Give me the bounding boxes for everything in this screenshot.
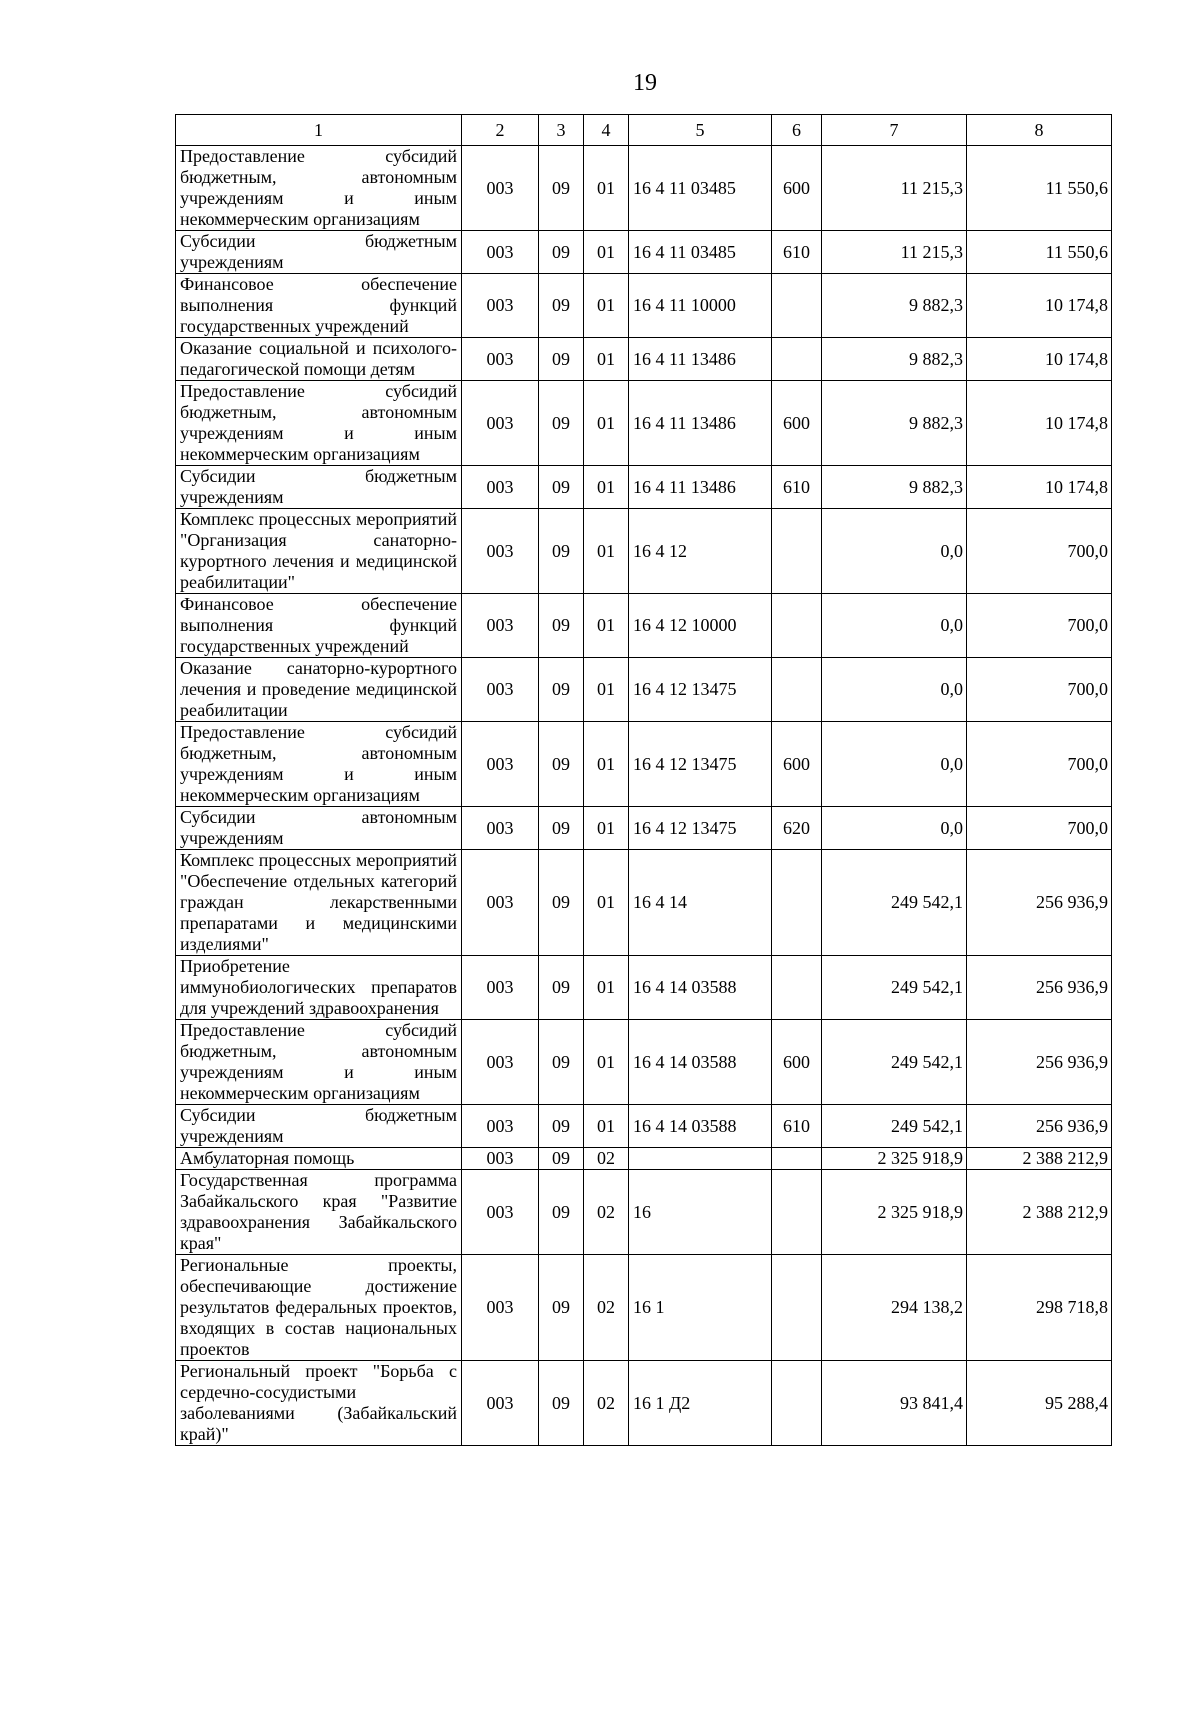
table-row — [176, 338, 1112, 381]
expense-type-cell — [772, 274, 822, 338]
ministry-code-cell: 003 — [462, 807, 539, 850]
ministry-code-cell: 003 — [462, 1255, 539, 1361]
subsection-code-cell: 02 — [584, 1148, 629, 1170]
target-article-cell — [629, 1148, 772, 1170]
expense-type-cell — [772, 1148, 822, 1170]
table-row — [176, 381, 1112, 466]
table-row — [176, 722, 1112, 807]
table-row — [176, 1020, 1112, 1105]
subsection-code-cell: 01 — [584, 338, 629, 381]
subsection-code-cell: 01 — [584, 381, 629, 466]
item-name-cell: Комплекс процессных мероприятий "Организация санаторно-курортного лечения и медицинской реабилитации" — [176, 509, 462, 594]
amount-year2-cell: 11 550,6 — [967, 231, 1112, 274]
item-name-cell: Предоставление субсидий бюджетным, автономным учреждениям и иным некоммерческим организациям — [176, 381, 462, 466]
ministry-code-cell: 003 — [462, 231, 539, 274]
amount-year1-cell: 249 542,1 — [822, 1020, 967, 1105]
subsection-code-cell: 01 — [584, 231, 629, 274]
ministry-code-cell: 003 — [462, 274, 539, 338]
subsection-code-cell: 01 — [584, 509, 629, 594]
section-code-cell: 09 — [539, 466, 584, 509]
table-row — [176, 850, 1112, 956]
subsection-code-cell: 01 — [584, 594, 629, 658]
section-code-cell: 09 — [539, 1255, 584, 1361]
amount-year2-cell: 256 936,9 — [967, 956, 1112, 1020]
ministry-code-cell: 003 — [462, 1148, 539, 1170]
expense-type-cell — [772, 338, 822, 381]
subsection-code-cell: 01 — [584, 807, 629, 850]
section-code-cell: 09 — [539, 1170, 584, 1255]
amount-year2-cell: 10 174,8 — [967, 338, 1112, 381]
section-code-cell: 09 — [539, 807, 584, 850]
item-name-cell: Оказание социальной и психолого-педагогической помощи детям — [176, 338, 462, 381]
amount-year1-cell: 93 841,4 — [822, 1361, 967, 1446]
ministry-code-cell: 003 — [462, 1170, 539, 1255]
ministry-code-cell: 003 — [462, 146, 539, 231]
section-code-cell: 09 — [539, 850, 584, 956]
amount-year2-cell: 256 936,9 — [967, 1105, 1112, 1148]
ministry-code-cell: 003 — [462, 466, 539, 509]
section-code-cell: 09 — [539, 956, 584, 1020]
amount-year1-cell: 2 325 918,9 — [822, 1148, 967, 1170]
ministry-code-cell: 003 — [462, 1105, 539, 1148]
target-article-cell: 16 4 12 13475 — [629, 807, 772, 850]
amount-year1-cell: 249 542,1 — [822, 1105, 967, 1148]
ministry-code-cell: 003 — [462, 509, 539, 594]
amount-year1-cell: 9 882,3 — [822, 338, 967, 381]
table-row — [176, 594, 1112, 658]
expense-type-cell — [772, 594, 822, 658]
subsection-code-cell: 01 — [584, 658, 629, 722]
target-article-cell: 16 4 11 03485 — [629, 146, 772, 231]
page-number: 19 — [633, 70, 657, 96]
table-row — [176, 1170, 1112, 1255]
amount-year1-cell: 0,0 — [822, 509, 967, 594]
amount-year2-cell: 10 174,8 — [967, 466, 1112, 509]
item-name-cell: Региональные проекты, обеспечивающие достижение результатов федеральных проектов, входящих в состав национальных проектов — [176, 1255, 462, 1361]
table-row — [176, 274, 1112, 338]
target-article-cell: 16 4 14 03588 — [629, 1020, 772, 1105]
amount-year1-cell: 11 215,3 — [822, 231, 967, 274]
table-row — [176, 1255, 1112, 1361]
expense-type-cell — [772, 1255, 822, 1361]
column-header: 4 — [584, 115, 629, 146]
table-row — [176, 231, 1112, 274]
column-header: 3 — [539, 115, 584, 146]
ministry-code-cell: 003 — [462, 722, 539, 807]
target-article-cell: 16 4 11 13486 — [629, 466, 772, 509]
subsection-code-cell: 01 — [584, 850, 629, 956]
table-header-row — [176, 115, 1112, 146]
item-name-cell: Предоставление субсидий бюджетным, автономным учреждениям и иным некоммерческим организациям — [176, 146, 462, 231]
target-article-cell: 16 4 12 13475 — [629, 722, 772, 807]
section-code-cell: 09 — [539, 381, 584, 466]
section-code-cell: 09 — [539, 274, 584, 338]
ministry-code-cell: 003 — [462, 1020, 539, 1105]
expense-type-cell: 620 — [772, 807, 822, 850]
expense-type-cell: 600 — [772, 722, 822, 807]
item-name-cell: Субсидии бюджетным учреждениям — [176, 466, 462, 509]
amount-year1-cell: 2 325 918,9 — [822, 1170, 967, 1255]
amount-year1-cell: 11 215,3 — [822, 146, 967, 231]
target-article-cell: 16 1 — [629, 1255, 772, 1361]
subsection-code-cell: 01 — [584, 956, 629, 1020]
target-article-cell: 16 — [629, 1170, 772, 1255]
target-article-cell: 16 4 14 03588 — [629, 1105, 772, 1148]
subsection-code-cell: 01 — [584, 1020, 629, 1105]
section-code-cell: 09 — [539, 1361, 584, 1446]
ministry-code-cell: 003 — [462, 850, 539, 956]
item-name-cell: Комплекс процессных мероприятий "Обеспечение отдельных категорий граждан лекарственными препаратами и медицинскими изделиями" — [176, 850, 462, 956]
section-code-cell: 09 — [539, 338, 584, 381]
table-row — [176, 509, 1112, 594]
item-name-cell: Субсидии бюджетным учреждениям — [176, 231, 462, 274]
item-name-cell: Предоставление субсидий бюджетным, автономным учреждениям и иным некоммерческим организациям — [176, 1020, 462, 1105]
column-header: 7 — [822, 115, 967, 146]
column-header: 8 — [967, 115, 1112, 146]
expense-type-cell: 600 — [772, 381, 822, 466]
ministry-code-cell: 003 — [462, 1361, 539, 1446]
amount-year1-cell: 0,0 — [822, 658, 967, 722]
table-row — [176, 1148, 1112, 1170]
item-name-cell: Финансовое обеспечение выполнения функций государственных учреждений — [176, 594, 462, 658]
ministry-code-cell: 003 — [462, 594, 539, 658]
item-name-cell: Государственная программа Забайкальского края "Развитие здравоохранения Забайкальского края" — [176, 1170, 462, 1255]
subsection-code-cell: 01 — [584, 722, 629, 807]
amount-year1-cell: 0,0 — [822, 722, 967, 807]
amount-year2-cell: 700,0 — [967, 509, 1112, 594]
amount-year2-cell: 2 388 212,9 — [967, 1170, 1112, 1255]
column-header: 1 — [176, 115, 462, 146]
amount-year2-cell: 700,0 — [967, 594, 1112, 658]
amount-year2-cell: 700,0 — [967, 722, 1112, 807]
amount-year1-cell: 294 138,2 — [822, 1255, 967, 1361]
subsection-code-cell: 02 — [584, 1170, 629, 1255]
amount-year2-cell: 256 936,9 — [967, 1020, 1112, 1105]
item-name-cell: Региональный проект "Борьба с сердечно-сосудистыми заболеваниями (Забайкальский край)" — [176, 1361, 462, 1446]
amount-year1-cell: 9 882,3 — [822, 466, 967, 509]
table-row — [176, 1105, 1112, 1148]
item-name-cell: Амбулаторная помощь — [176, 1148, 462, 1170]
section-code-cell: 09 — [539, 594, 584, 658]
amount-year1-cell: 0,0 — [822, 594, 967, 658]
item-name-cell: Субсидии автономным учреждениям — [176, 807, 462, 850]
target-article-cell: 16 4 12 10000 — [629, 594, 772, 658]
amount-year2-cell: 2 388 212,9 — [967, 1148, 1112, 1170]
target-article-cell: 16 4 11 10000 — [629, 274, 772, 338]
expense-type-cell — [772, 1170, 822, 1255]
subsection-code-cell: 01 — [584, 466, 629, 509]
ministry-code-cell: 003 — [462, 381, 539, 466]
subsection-code-cell: 02 — [584, 1255, 629, 1361]
amount-year2-cell: 256 936,9 — [967, 850, 1112, 956]
expense-type-cell: 600 — [772, 1020, 822, 1105]
target-article-cell: 16 4 14 — [629, 850, 772, 956]
subsection-code-cell: 01 — [584, 146, 629, 231]
target-article-cell: 16 4 11 03485 — [629, 231, 772, 274]
section-code-cell: 09 — [539, 1148, 584, 1170]
target-article-cell: 16 4 14 03588 — [629, 956, 772, 1020]
subsection-code-cell: 01 — [584, 274, 629, 338]
expense-type-cell: 610 — [772, 231, 822, 274]
target-article-cell: 16 4 11 13486 — [629, 381, 772, 466]
expense-type-cell: 600 — [772, 146, 822, 231]
amount-year2-cell: 10 174,8 — [967, 274, 1112, 338]
section-code-cell: 09 — [539, 231, 584, 274]
expense-type-cell — [772, 1361, 822, 1446]
expense-type-cell — [772, 509, 822, 594]
table-row — [176, 658, 1112, 722]
expense-type-cell — [772, 956, 822, 1020]
ministry-code-cell: 003 — [462, 338, 539, 381]
expense-type-cell: 610 — [772, 1105, 822, 1148]
item-name-cell: Субсидии бюджетным учреждениям — [176, 1105, 462, 1148]
target-article-cell: 16 4 12 13475 — [629, 658, 772, 722]
table-body — [176, 146, 1112, 1446]
item-name-cell: Предоставление субсидий бюджетным, автономным учреждениям и иным некоммерческим организациям — [176, 722, 462, 807]
target-article-cell: 16 4 12 — [629, 509, 772, 594]
section-code-cell: 09 — [539, 658, 584, 722]
target-article-cell: 16 4 11 13486 — [629, 338, 772, 381]
column-header: 6 — [772, 115, 822, 146]
amount-year1-cell: 0,0 — [822, 807, 967, 850]
column-header: 2 — [462, 115, 539, 146]
section-code-cell: 09 — [539, 1105, 584, 1148]
section-code-cell: 09 — [539, 1020, 584, 1105]
ministry-code-cell: 003 — [462, 956, 539, 1020]
amount-year2-cell: 700,0 — [967, 658, 1112, 722]
amount-year2-cell: 95 288,4 — [967, 1361, 1112, 1446]
table-row — [176, 956, 1112, 1020]
section-code-cell: 09 — [539, 722, 584, 807]
table-row — [176, 146, 1112, 231]
amount-year1-cell: 249 542,1 — [822, 956, 967, 1020]
section-code-cell: 09 — [539, 146, 584, 231]
budget-table — [175, 114, 1112, 1446]
amount-year1-cell: 249 542,1 — [822, 850, 967, 956]
amount-year1-cell: 9 882,3 — [822, 381, 967, 466]
table-row — [176, 1361, 1112, 1446]
subsection-code-cell: 02 — [584, 1361, 629, 1446]
subsection-code-cell: 01 — [584, 1105, 629, 1148]
column-header: 5 — [629, 115, 772, 146]
amount-year1-cell: 9 882,3 — [822, 274, 967, 338]
expense-type-cell: 610 — [772, 466, 822, 509]
amount-year2-cell: 700,0 — [967, 807, 1112, 850]
amount-year2-cell: 11 550,6 — [967, 146, 1112, 231]
amount-year2-cell: 298 718,8 — [967, 1255, 1112, 1361]
target-article-cell: 16 1 Д2 — [629, 1361, 772, 1446]
expense-type-cell — [772, 658, 822, 722]
table-row — [176, 466, 1112, 509]
ministry-code-cell: 003 — [462, 658, 539, 722]
item-name-cell: Финансовое обеспечение выполнения функций государственных учреждений — [176, 274, 462, 338]
section-code-cell: 09 — [539, 509, 584, 594]
expense-type-cell — [772, 850, 822, 956]
item-name-cell: Приобретение иммунобиологических препаратов для учреждений здравоохранения — [176, 956, 462, 1020]
amount-year2-cell: 10 174,8 — [967, 381, 1112, 466]
table-row — [176, 807, 1112, 850]
item-name-cell: Оказание санаторно-курортного лечения и проведение медицинской реабилитации — [176, 658, 462, 722]
